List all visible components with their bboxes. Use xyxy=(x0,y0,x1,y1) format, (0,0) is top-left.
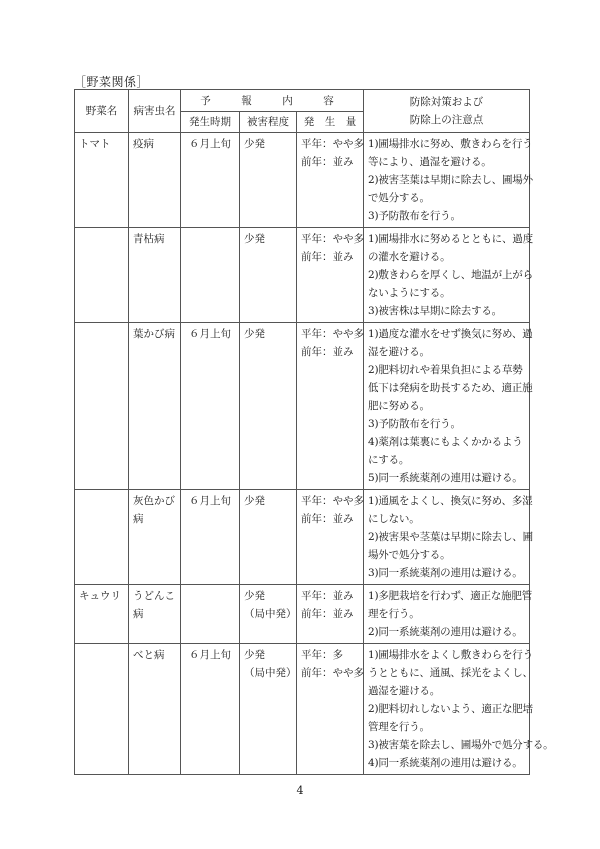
header-measures xyxy=(364,90,530,133)
measures-cell xyxy=(364,490,533,585)
amount-value: 前年：並み xyxy=(301,251,354,263)
severity-value: 少発 xyxy=(244,138,265,150)
crop-name: キュウリ xyxy=(79,590,121,602)
timing-value: ６月上旬 xyxy=(189,649,231,661)
timing-value: ６月上旬 xyxy=(189,328,231,340)
crop-cell xyxy=(75,490,129,585)
disease-cell xyxy=(129,133,181,228)
amount-value: 平年：やや多 xyxy=(301,138,364,150)
amount-cell xyxy=(297,323,364,490)
severity-cell xyxy=(240,133,297,228)
amount-cell xyxy=(297,585,364,644)
measure-line: にしない。 xyxy=(368,513,420,525)
measure-line: 5)同一系統薬剤の連用は避ける。 xyxy=(368,472,523,484)
disease-name: べと病 xyxy=(133,649,165,661)
severity-cell xyxy=(240,644,297,775)
amount-value: 平年：やや多 xyxy=(301,328,364,340)
measure-line: 湿を避ける。 xyxy=(368,346,430,358)
amount-value: 前年：やや多 xyxy=(301,667,364,679)
measure-line: 2)肥料切れや着果負担による草勢 xyxy=(368,364,523,376)
measure-line: 3)同一系統薬剤の連用は避ける。 xyxy=(368,567,523,579)
measure-line: 低下は発病を助長するため、適正施 xyxy=(368,382,533,394)
measure-line: 3)被害葉を除去し、圃場外で処分する。 xyxy=(368,739,554,751)
header-timing: 発生時期 xyxy=(181,112,240,133)
disease-name: 疫病 xyxy=(133,138,154,150)
measure-line: 1)圃場排水に努め、敷きわらを行う xyxy=(368,138,533,150)
measure-line: ないようにする。 xyxy=(368,287,451,299)
timing-cell xyxy=(181,585,240,644)
measure-line: 3)被害株は早期に除去する。 xyxy=(368,305,502,317)
measures-cell xyxy=(364,133,533,228)
header-severity: 被害程度 xyxy=(240,112,297,133)
timing-value: ６月上旬 xyxy=(189,138,231,150)
section-title: ［野菜関係］ xyxy=(74,75,150,89)
timing-value: ６月上旬 xyxy=(189,495,231,507)
measure-line: 2)敷きわらを厚くし、地温が上がら xyxy=(368,269,533,281)
measures-cell xyxy=(364,228,533,323)
disease-name: 灰色かび xyxy=(133,495,175,507)
header-amount: 発 生 量 xyxy=(297,112,364,133)
disease-cell xyxy=(129,644,181,775)
measure-line: 1)圃場排水に努めるとともに、過度 xyxy=(368,233,533,245)
severity-cell xyxy=(240,585,297,644)
table-row xyxy=(75,323,530,490)
amount-value: 前年：並み xyxy=(301,513,354,525)
severity-value: （局中発） xyxy=(244,608,297,620)
measures-cell xyxy=(364,585,533,644)
disease-cell xyxy=(129,323,181,490)
header-measures-line1: 防除対策および xyxy=(409,96,484,108)
severity-value: 少発 xyxy=(244,649,265,661)
vegetable-forecast-table xyxy=(74,89,554,775)
amount-cell xyxy=(297,644,364,775)
disease-name: うどんこ xyxy=(133,590,175,602)
amount-value: 前年：並み xyxy=(301,608,354,620)
measure-line: 3)予防散布を行う。 xyxy=(368,418,461,430)
measure-line: 1)多肥栽培を行わず、適正な施肥管 xyxy=(368,590,533,602)
disease-cell xyxy=(129,228,181,323)
table-body xyxy=(75,133,554,775)
disease-name: 青枯病 xyxy=(133,233,165,245)
severity-cell xyxy=(240,228,297,323)
header-disease: 病害虫名 xyxy=(129,90,181,133)
measure-line: で処分する。 xyxy=(368,192,430,204)
amount-value: 平年：多 xyxy=(301,649,343,661)
amount-value: 平年：並み xyxy=(301,590,354,602)
crop-cell xyxy=(75,644,129,775)
header-forecast-group: 予 報 内 容 xyxy=(181,90,364,112)
measures-cell xyxy=(364,644,554,775)
measure-line: 等により、過湿を避ける。 xyxy=(368,156,492,168)
header-measures-line2: 防除上の注意点 xyxy=(409,114,484,126)
amount-cell xyxy=(297,228,364,323)
amount-value: 前年：並み xyxy=(301,156,354,168)
disease-cell xyxy=(129,585,181,644)
timing-cell xyxy=(181,490,240,585)
measure-line: 1)圃場排水をよくし敷きわらを行う xyxy=(368,649,533,661)
crop-cell xyxy=(75,585,129,644)
table-row xyxy=(75,228,530,323)
timing-cell xyxy=(181,228,240,323)
crop-cell xyxy=(75,323,129,490)
amount-value: 平年：やや多 xyxy=(301,233,364,245)
measure-line: うとともに、通風、採光をよくし、 xyxy=(368,667,533,679)
amount-value: 平年：やや多 xyxy=(301,495,364,507)
measure-line: 肥に努める。 xyxy=(368,400,430,412)
crop-cell xyxy=(75,133,129,228)
severity-value: 少発 xyxy=(244,495,265,507)
table-row xyxy=(75,644,530,775)
disease-name: 病 xyxy=(133,513,144,525)
timing-cell xyxy=(181,323,240,490)
severity-value: （局中発） xyxy=(244,667,297,679)
severity-value: 少発 xyxy=(244,233,265,245)
measure-line: 1)過度な灌水をせず換気に努め、過 xyxy=(368,328,533,340)
timing-cell xyxy=(181,133,240,228)
table-row xyxy=(75,133,530,228)
measure-line: の灌水を避ける。 xyxy=(368,251,451,263)
table-row xyxy=(75,490,530,585)
disease-cell xyxy=(129,490,181,585)
measure-line: 2)被害果や茎葉は早期に除去し、圃 xyxy=(368,531,533,543)
disease-name: 病 xyxy=(133,608,144,620)
page-number: 4 xyxy=(296,784,304,797)
measure-line: 4)薬剤は葉裏にもよくかかるよう xyxy=(368,436,523,448)
table-row xyxy=(75,585,530,644)
amount-cell xyxy=(297,133,364,228)
amount-cell xyxy=(297,490,364,585)
severity-cell xyxy=(240,323,297,490)
measure-line: 3)予防散布を行う。 xyxy=(368,210,461,222)
severity-cell xyxy=(240,490,297,585)
measure-line: 2)肥料切れしないよう、適正な肥培 xyxy=(368,703,533,715)
measure-line: 2)被害茎葉は早期に除去し、圃場外 xyxy=(368,174,533,186)
measure-line: 過湿を避ける。 xyxy=(368,685,441,697)
disease-name: 葉かび病 xyxy=(133,328,175,340)
measure-line: 管理を行う。 xyxy=(368,721,430,733)
severity-value: 少発 xyxy=(244,590,265,602)
crop-name: トマト xyxy=(79,138,111,150)
measure-line: 場外で処分する。 xyxy=(368,549,451,561)
crop-cell xyxy=(75,228,129,323)
measure-line: 理を行う。 xyxy=(368,608,420,620)
measure-line: 1)通風をよくし、換気に努め、多湿 xyxy=(368,495,533,507)
timing-cell xyxy=(181,644,240,775)
measures-cell xyxy=(364,323,533,490)
measure-line: 2)同一系統薬剤の連用は避ける。 xyxy=(368,626,523,638)
severity-value: 少発 xyxy=(244,328,265,340)
amount-value: 前年：並み xyxy=(301,346,354,358)
header-crop: 野菜名 xyxy=(75,90,129,133)
measure-line: にする。 xyxy=(368,454,410,466)
measure-line: 4)同一系統薬剤の連用は避ける。 xyxy=(368,757,523,769)
